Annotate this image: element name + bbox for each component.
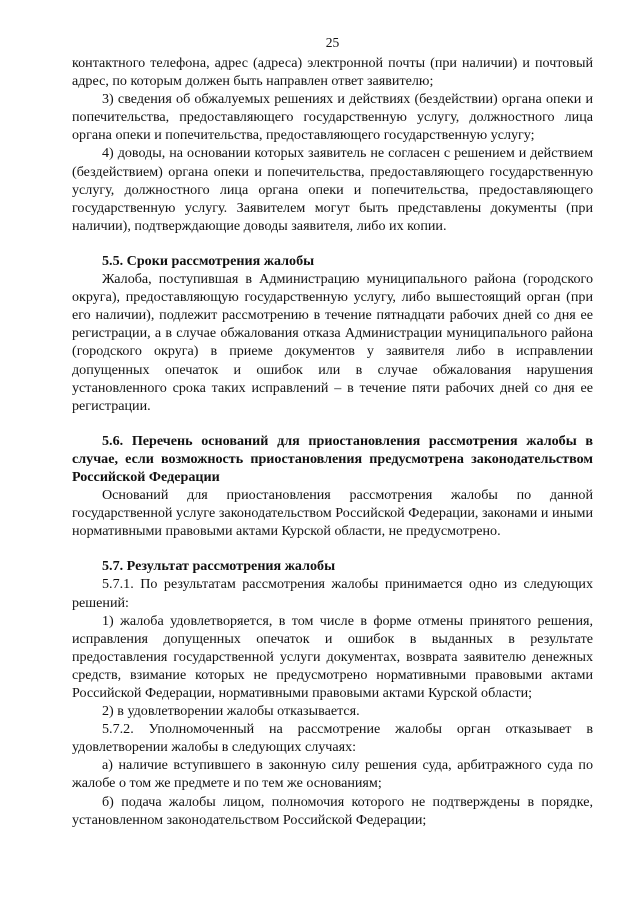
page-number: 25 [325,35,340,50]
paragraph-item-3: 3) сведения об обжалуемых решениях и действиях (бездействии) органа опеки и попечительства, предоставляющего государственную услугу, должностного лица органа опеки и попечительства, предоставляющего государственную услугу; [72,91,593,144]
section-gap [72,415,593,432]
heading-5-7: 5.7. Результат рассмотрения жалобы [102,558,336,575]
paragraph-5-5-terms: Жалоба, поступившая в Администрацию муниципального района (городского округа), предоставляющую государственную услугу, либо вышестоящий орган (при его наличии), подлежит рассмотрению в течение пятнадцати рабочих дней со дня ее регистрации, а в случае обжалования отказа Администрации муниципального района (городского округа) в приеме документов у заявителя либо в исправлении допущенных опечаток и ошибок или в случае обжалования нарушения установленного срока таких исправлений – в течение пяти рабочих дней со дня ее регистрации. [72,271,593,414]
paragraph-contact-details: контактного телефона, адрес (адреса) электронной почты (при наличии) и почтовый адрес, по которым должен быть направлен ответ заявителю; [72,55,593,90]
paragraph-case-a: а) наличие вступившего в законную силу решения суда, арбитражного суда по жалобе о том же предмете и по тем же основаниям; [72,757,593,792]
section-gap [72,540,593,557]
paragraph-5-7-1: 5.7.1. По результатам рассмотрения жалобы принимается одно из следующих решений: [72,576,593,611]
heading-5-6: 5.6. Перечень оснований для приостановления рассмотрения жалобы в случае, если возможность приостановления предусмотрена законодательством Российской Федерации [72,432,593,485]
heading-5-5: 5.5. Сроки рассмотрения жалобы [102,252,315,269]
paragraph-decision-2: 2) в удовлетворении жалобы отказывается. [102,703,360,720]
paragraph-5-7-2: 5.7.2. Уполномоченный на рассмотрение жалобы орган отказывает в удовлетворении жалобы в следующих случаях: [72,721,593,756]
paragraph-item-4: 4) доводы, на основании которых заявитель не согласен с решением и действием (бездействием) органа опеки и попечительства, предоставляющего государственную услугу, должностного лица органа опеки и попечительства, предоставляющего государственную услугу. Заявителем могут быть представлены документы (при наличии), подтверждающие доводы заявителя, либо их копии. [72,145,593,234]
paragraph-decision-1: 1) жалоба удовлетворяется, в том числе в форме отмены принятого решения, исправления допущенных опечаток и ошибок в выданных в результате предоставления государственной услуги документах, возврата заявителю денежных средств, взимание которых не предусмотрено нормативными правовыми актами Российской Федерации, нормативными правовыми актами Курской области; [72,612,593,701]
paragraph-5-6-grounds: Оснований для приостановления рассмотрения жалобы по данной государственной услуге законодательством Российской Федерации, законами и иными нормативными правовыми актами Курской области, не предусмотрено. [72,487,593,540]
section-gap [72,235,593,252]
paragraph-case-b: б) подача жалобы лицом, полномочия которого не подтверждены в порядке, установленном законодательством Российской Федерации; [72,793,593,828]
